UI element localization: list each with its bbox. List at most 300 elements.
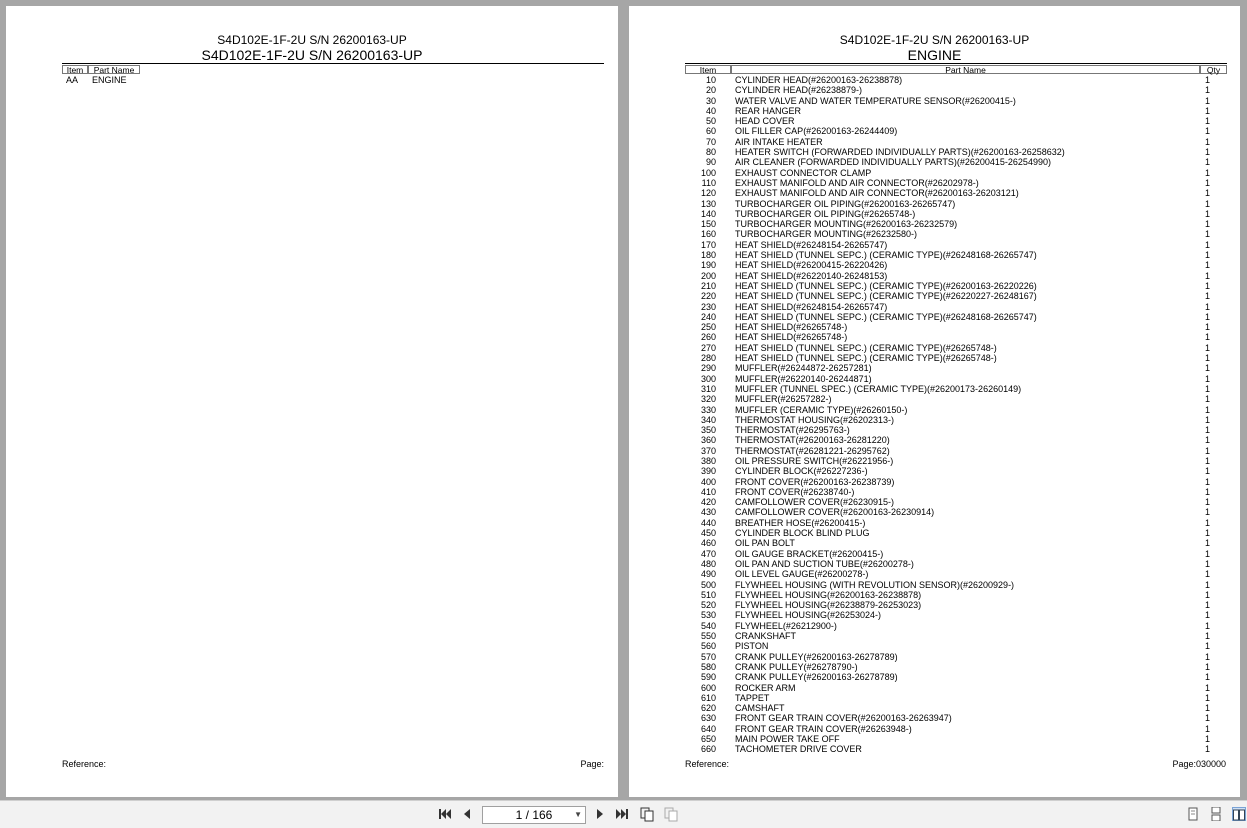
cell-qty: 1 [1205, 188, 1211, 199]
cell-part-name: TACHOMETER DRIVE COVER [735, 744, 862, 755]
cell-qty: 1 [1205, 600, 1211, 611]
cell-qty: 1 [1205, 589, 1211, 600]
table-row [685, 137, 1227, 147]
cell-item-number: 570 [700, 651, 716, 662]
cell-qty: 1 [1205, 270, 1211, 281]
cell-part-name: FRONT GEAR TRAIN COVER(#26263948-) [735, 723, 912, 734]
table-row [685, 312, 1227, 322]
table-row [685, 281, 1227, 291]
cell-part-name: CYLINDER BLOCK(#26227236-) [735, 466, 868, 477]
cell-item-number: 260 [700, 332, 716, 343]
cell-item-number: 40 [705, 105, 716, 116]
table-row [685, 477, 1227, 487]
cell-qty: 1 [1205, 548, 1211, 559]
table-row [685, 549, 1227, 559]
cell-part-name: OIL PRESSURE SWITCH(#26221956-) [735, 455, 894, 466]
cell-qty: 1 [1205, 116, 1211, 127]
cell-qty: 1 [1205, 538, 1211, 549]
document-page-right [629, 6, 1240, 797]
cell-item-number: 550 [700, 631, 716, 642]
cell-qty: 1 [1205, 342, 1211, 353]
column-header-part-name: Part Name [88, 65, 140, 74]
cell-item-number: 20 [705, 85, 716, 96]
cell-part-name: CYLINDER BLOCK BLIND PLUG [735, 528, 870, 539]
cell-part-name: BREATHER HOSE(#26200415-) [735, 517, 866, 528]
cell-item-number: 150 [700, 219, 716, 230]
cell-part-name: AIR INTAKE HEATER [735, 136, 823, 147]
cell-part-name: TAPPET [735, 692, 770, 703]
table-row [685, 621, 1227, 631]
cell-item-number: 240 [700, 311, 716, 322]
cell-qty: 1 [1205, 229, 1211, 240]
cell-item-number: 170 [700, 239, 716, 250]
cell-item-number: 70 [705, 136, 716, 147]
cell-part-name: HEAT SHIELD (TUNNEL SEPC.) (CERAMIC TYPE)(#26220227-26248167) [735, 291, 1037, 302]
table-row [685, 631, 1227, 641]
table-row [685, 466, 1227, 476]
table-row [685, 435, 1227, 445]
table-row [62, 75, 604, 85]
cell-qty: 1 [1205, 332, 1211, 343]
cell-part-name: HEAT SHIELD (TUNNEL SEPC.) (CERAMIC TYPE)(#26265748-) [735, 353, 997, 364]
cell-qty: 1 [1205, 610, 1211, 621]
cell-item-number: 300 [700, 373, 716, 384]
page-header-subtitle: ENGINE [907, 47, 962, 63]
single-page-view-icon[interactable] [1186, 807, 1200, 821]
cell-item-number: 330 [700, 404, 716, 415]
cell-part-name: TURBOCHARGER MOUNTING(#26232580-) [735, 229, 918, 240]
cell-item-number: 500 [700, 579, 716, 590]
table-row [685, 384, 1227, 394]
cell-qty: 1 [1205, 208, 1211, 219]
cell-item-number: 600 [700, 682, 716, 693]
cell-item-number: 100 [700, 167, 716, 178]
cell-item-number: 340 [700, 414, 716, 425]
cell-qty: 1 [1205, 569, 1211, 580]
cell-item-number: 110 [701, 177, 716, 188]
cell-qty: 1 [1205, 394, 1211, 405]
table-row [685, 724, 1227, 734]
cell-qty: 1 [1205, 455, 1211, 466]
cell-part-name: THERMOSTAT(#26281221-26295762) [735, 445, 890, 456]
cell-item-number: 440 [700, 517, 716, 528]
cell-part-name: HEAT SHIELD(#26248154-26265747) [735, 301, 888, 312]
cell-part-name: CRANK PULLEY(#26278790-) [735, 661, 858, 672]
chevron-down-icon[interactable]: ▼ [574, 810, 582, 819]
cell-item-number: 390 [700, 466, 716, 477]
cell-qty: 1 [1205, 363, 1211, 374]
cell-qty: 1 [1205, 136, 1211, 147]
cell-part-name: MUFFLER (CERAMIC TYPE)(#26260150-) [735, 404, 908, 415]
cell-part-name: FRONT GEAR TRAIN COVER(#26200163-26263947) [735, 713, 952, 724]
table-row [685, 75, 1227, 85]
first-page-icon[interactable] [437, 806, 453, 822]
table-row [685, 590, 1227, 600]
cell-item-number: 320 [700, 394, 716, 405]
table-row [685, 518, 1227, 528]
cell-part-name: HEAT SHIELD(#26265748-) [735, 322, 848, 333]
table-row [685, 199, 1227, 209]
page-header-title: S4D102E-1F-2U S/N 26200163-UP [217, 33, 407, 47]
cell-part-name: HEAT SHIELD(#26220140-26248153) [735, 270, 888, 281]
cell-qty: 1 [1205, 445, 1211, 456]
cell-item-number: 540 [700, 620, 716, 631]
cell-part-name: HEAT SHIELD(#26248154-26265747) [735, 239, 888, 250]
cell-item-number: 620 [700, 703, 716, 714]
cell-part-name: HEAD COVER [735, 116, 795, 127]
cell-item-number: 630 [700, 713, 716, 724]
cell-item-number: AA [66, 75, 79, 85]
cell-part-name: CAMFOLLOWER COVER(#26230915-) [735, 497, 895, 508]
cell-qty: 1 [1205, 476, 1211, 487]
table-row [685, 240, 1227, 250]
cell-qty: 1 [1205, 167, 1211, 178]
cell-part-name: CRANKSHAFT [735, 631, 797, 642]
cell-item-number: 80 [705, 147, 716, 158]
cell-item-number: 510 [700, 589, 716, 600]
cell-part-name: MUFFLER (TUNNEL SPEC.) (CERAMIC TYPE)(#26200173-26260149) [735, 383, 1022, 394]
cell-part-name: EXHAUST MANIFOLD AND AIR CONNECTOR(#26202978-) [735, 177, 979, 188]
table-row [685, 374, 1227, 384]
table-row [685, 116, 1227, 126]
table-row [685, 734, 1227, 744]
cell-qty: 1 [1205, 620, 1211, 631]
next-page-icon[interactable] [592, 806, 608, 822]
table-row [685, 332, 1227, 342]
table-row [685, 271, 1227, 281]
cell-part-name: MAIN POWER TAKE OFF [735, 734, 840, 744]
table-header [62, 63, 604, 75]
table-row [685, 693, 1227, 703]
cell-qty: 1 [1205, 219, 1211, 230]
cell-part-name: MUFFLER(#26220140-26244871) [735, 373, 872, 384]
table-row [685, 507, 1227, 517]
table-row [685, 446, 1227, 456]
cell-qty: 1 [1205, 126, 1211, 137]
cell-qty: 1 [1205, 517, 1211, 528]
cell-part-name: THERMOSTAT(#26295763-) [735, 425, 850, 436]
cell-part-name: CAMFOLLOWER COVER(#26200163-26230914) [735, 507, 935, 518]
cell-item-number: 490 [700, 569, 716, 580]
cell-qty: 1 [1205, 497, 1211, 508]
cell-qty: 1 [1205, 661, 1211, 672]
cell-part-name: HEAT SHIELD (TUNNEL SEPC.) (CERAMIC TYPE)(#26248168-26265747) [735, 311, 1037, 322]
cell-part-name: MUFFLER(#26257282-) [735, 394, 832, 405]
page-header-title: S4D102E-1F-2U S/N 26200163-UP [839, 33, 1030, 47]
document-page-left [6, 6, 618, 797]
table-row [685, 168, 1227, 178]
footer-page: Page: [580, 759, 604, 769]
table-row [685, 652, 1227, 662]
column-header-qty: Qty [1200, 65, 1227, 74]
table-header [685, 63, 1227, 75]
table-row [685, 683, 1227, 693]
table-row [685, 106, 1227, 116]
cell-qty: 1 [1205, 147, 1211, 158]
cell-item-number: 610 [700, 692, 716, 703]
cell-part-name: ROCKER ARM [735, 682, 796, 693]
cell-part-name: FLYWHEEL(#26212900-) [735, 620, 837, 631]
cell-item-number: 480 [700, 558, 716, 569]
cell-item-number: 60 [705, 126, 716, 137]
cell-item-number: 280 [700, 353, 716, 364]
viewer-toolbar [0, 800, 1247, 828]
cell-part-name: FLYWHEEL HOUSING (WITH REVOLUTION SENSOR)(#26200929-) [735, 579, 1015, 590]
cell-part-name: EXHAUST CONNECTOR CLAMP [735, 167, 872, 178]
table-row [685, 147, 1227, 157]
cell-part-name: OIL PAN AND SUCTION TUBE(#26200278-) [735, 558, 914, 569]
cell-item-number: 350 [700, 425, 716, 436]
table-row [685, 178, 1227, 188]
cell-qty: 1 [1205, 105, 1211, 116]
table-row [685, 538, 1227, 548]
cell-item-number: 250 [700, 322, 716, 333]
cell-part-name: THERMOSTAT HOUSING(#26202313-) [735, 414, 895, 425]
cell-qty: 1 [1205, 734, 1211, 744]
cell-part-name: OIL GAUGE BRACKET(#26200415-) [735, 548, 884, 559]
cell-qty: 1 [1205, 383, 1211, 394]
column-header-item: Item [62, 65, 88, 74]
table-row [685, 641, 1227, 651]
cell-item-number: 640 [700, 723, 716, 734]
table-row [685, 250, 1227, 260]
table-row [685, 188, 1227, 198]
cell-qty: 1 [1205, 260, 1211, 271]
table-row [685, 713, 1227, 723]
table-row [685, 260, 1227, 270]
cell-qty: 1 [1205, 425, 1211, 436]
last-page-icon[interactable] [614, 806, 630, 822]
cell-qty: 1 [1205, 528, 1211, 539]
cell-part-name: TURBOCHARGER MOUNTING(#26200163-26232579) [735, 219, 958, 230]
cell-part-name: OIL FILLER CAP(#26200163-26244409) [735, 126, 898, 137]
table-row [685, 600, 1227, 610]
table-row [685, 672, 1227, 682]
cell-qty: 1 [1205, 435, 1211, 446]
cell-qty: 1 [1205, 301, 1211, 312]
cell-part-name: FLYWHEEL HOUSING(#26238879-26253023) [735, 600, 922, 611]
cell-qty: 1 [1205, 250, 1211, 261]
footer-page: Page:030000 [1172, 759, 1226, 769]
cell-item-number: 230 [700, 301, 716, 312]
table-row [685, 610, 1227, 620]
cell-part-name: HEAT SHIELD (TUNNEL SEPC.) (CERAMIC TYPE)(#26200163-26220226) [735, 280, 1037, 291]
page-indicator-text: 1 / 166 [515, 808, 553, 822]
column-header-item: Item [685, 65, 731, 74]
cell-item-number: 10 [705, 75, 716, 85]
table-row [685, 580, 1227, 590]
cell-qty: 1 [1205, 486, 1211, 497]
cell-qty: 1 [1205, 713, 1211, 724]
table-row [685, 487, 1227, 497]
table-row [685, 405, 1227, 415]
cell-qty: 1 [1205, 414, 1211, 425]
cell-item-number: 430 [700, 507, 716, 518]
previous-page-icon[interactable] [459, 806, 475, 822]
cell-qty: 1 [1205, 198, 1211, 209]
cell-qty: 1 [1205, 651, 1211, 662]
cell-part-name: WATER VALVE AND WATER TEMPERATURE SENSOR(#26200415-) [735, 95, 1016, 106]
cell-part-name: EXHAUST MANIFOLD AND AIR CONNECTOR(#26200163-26203121) [735, 188, 1019, 199]
cell-qty: 1 [1205, 157, 1211, 168]
cell-qty: 1 [1205, 703, 1211, 714]
cell-item-number: 130 [700, 198, 716, 209]
cell-item-number: 520 [700, 600, 716, 611]
cell-item-number: 30 [705, 95, 716, 106]
cell-qty: 1 [1205, 723, 1211, 734]
cell-item-number: 380 [700, 455, 716, 466]
cell-qty: 1 [1205, 373, 1211, 384]
cell-part-name: HEAT SHIELD(#26200415-26220426) [735, 260, 888, 271]
cell-item-number: 200 [700, 270, 716, 281]
cell-part-name: HEAT SHIELD (TUNNEL SEPC.) (CERAMIC TYPE)(#26248168-26265747) [735, 250, 1037, 261]
cell-item-number: 660 [700, 744, 716, 755]
cell-part-name: MUFFLER(#26244872-26257281) [735, 363, 872, 374]
cell-part-name: CYLINDER HEAD(#26200163-26238878) [735, 75, 903, 85]
page-number-input[interactable] [482, 806, 586, 824]
table-body [62, 75, 604, 85]
cell-item-number: 650 [700, 734, 716, 744]
table-row [685, 157, 1227, 167]
cell-qty: 1 [1205, 177, 1211, 188]
cell-part-name: HEAT SHIELD (TUNNEL SEPC.) (CERAMIC TYPE)(#26265748-) [735, 342, 997, 353]
cell-part-name: CRANK PULLEY(#26200163-26278789) [735, 651, 898, 662]
cell-qty: 1 [1205, 579, 1211, 590]
page-header-subtitle: S4D102E-1F-2U S/N 26200163-UP [201, 47, 423, 63]
cell-part-name: ENGINE [92, 75, 127, 85]
table-row [685, 353, 1227, 363]
cell-item-number: 90 [705, 157, 716, 168]
cell-item-number: 590 [700, 672, 716, 683]
table-row [685, 229, 1227, 239]
cell-item-number: 270 [700, 342, 716, 353]
cell-part-name: HEATER SWITCH (FORWARDED INDIVIDUALLY PARTS)(#26200163-26258632) [735, 147, 1065, 158]
cell-part-name: HEAT SHIELD(#26265748-) [735, 332, 848, 343]
cell-part-name: TURBOCHARGER OIL PIPING(#26265748-) [735, 208, 916, 219]
cell-part-name: FRONT COVER(#26200163-26238739) [735, 476, 895, 487]
cell-item-number: 120 [700, 188, 716, 199]
cell-qty: 1 [1205, 85, 1211, 96]
table-row [685, 343, 1227, 353]
cell-qty: 1 [1205, 641, 1211, 652]
cell-item-number: 220 [700, 291, 716, 302]
table-row [685, 322, 1227, 332]
cell-qty: 1 [1205, 404, 1211, 415]
cell-qty: 1 [1205, 291, 1211, 302]
parts-list-table [685, 63, 1227, 755]
cell-part-name: THERMOSTAT(#26200163-26281220) [735, 435, 890, 446]
cell-item-number: 410 [700, 486, 716, 497]
cell-part-name: TURBOCHARGER OIL PIPING(#26200163-26265747) [735, 198, 956, 209]
column-header-part-name: Part Name [731, 65, 1200, 74]
table-row [685, 703, 1227, 713]
cell-qty: 1 [1205, 507, 1211, 518]
cell-qty: 1 [1205, 239, 1211, 250]
cell-part-name: FRONT COVER(#26238740-) [735, 486, 855, 497]
cell-qty: 1 [1205, 322, 1211, 333]
cell-qty: 1 [1205, 466, 1211, 477]
cell-item-number: 160 [700, 229, 716, 240]
cell-item-number: 470 [700, 548, 716, 559]
table-row [685, 302, 1227, 312]
cell-part-name: CYLINDER HEAD(#26238879-) [735, 85, 863, 96]
table-row [685, 425, 1227, 435]
cell-item-number: 360 [700, 435, 716, 446]
cell-qty: 1 [1205, 692, 1211, 703]
cell-part-name: FLYWHEEL HOUSING(#26253024-) [735, 610, 882, 621]
table-row [685, 569, 1227, 579]
cell-item-number: 560 [700, 641, 716, 652]
cell-part-name: AIR CLEANER (FORWARDED INDIVIDUALLY PARTS)(#26200415-26254990) [735, 157, 1051, 168]
cell-item-number: 450 [700, 528, 716, 539]
cell-item-number: 370 [700, 445, 716, 456]
cell-qty: 1 [1205, 744, 1211, 755]
cell-part-name: REAR HANGER [735, 105, 802, 116]
cell-item-number: 290 [700, 363, 716, 374]
cell-item-number: 180 [700, 250, 716, 261]
cell-item-number: 400 [700, 476, 716, 487]
cell-item-number: 530 [700, 610, 716, 621]
table-row [685, 497, 1227, 507]
table-row [685, 415, 1227, 425]
cell-item-number: 580 [700, 661, 716, 672]
continuous-view-icon[interactable] [1209, 807, 1223, 821]
cell-item-number: 460 [700, 538, 716, 549]
footer-reference: Reference: [685, 759, 730, 769]
table-row [685, 456, 1227, 466]
table-row [685, 662, 1227, 672]
footer-reference: Reference: [62, 759, 107, 769]
cell-part-name: CAMSHAFT [735, 703, 785, 714]
table-row [685, 363, 1227, 373]
hide-thumbnails-icon[interactable] [663, 806, 679, 822]
table-row [685, 219, 1227, 229]
cell-qty: 1 [1205, 672, 1211, 683]
table-body [685, 75, 1227, 755]
table-row [685, 291, 1227, 301]
cell-qty: 1 [1205, 353, 1211, 364]
cell-part-name: PISTON [735, 641, 769, 652]
show-thumbnails-icon[interactable] [639, 806, 655, 822]
cell-part-name: CRANK PULLEY(#26200163-26278789) [735, 672, 898, 683]
table-row [685, 528, 1227, 538]
cell-item-number: 420 [700, 497, 716, 508]
cell-part-name: FLYWHEEL HOUSING(#26200163-26238878) [735, 589, 922, 600]
cell-qty: 1 [1205, 631, 1211, 642]
cell-qty: 1 [1205, 311, 1211, 322]
cell-qty: 1 [1205, 280, 1211, 291]
table-row [685, 744, 1227, 754]
table-row [685, 96, 1227, 106]
table-row [685, 85, 1227, 95]
parts-index-table [62, 63, 604, 85]
table-row [685, 209, 1227, 219]
cell-qty: 1 [1205, 75, 1211, 85]
table-row [685, 394, 1227, 404]
cell-item-number: 50 [705, 116, 716, 127]
cell-part-name: OIL LEVEL GAUGE(#26200278-) [735, 569, 869, 580]
cell-qty: 1 [1205, 95, 1211, 106]
table-row [685, 559, 1227, 569]
cell-item-number: 190 [700, 260, 716, 271]
cell-qty: 1 [1205, 558, 1211, 569]
cell-item-number: 140 [700, 208, 716, 219]
two-page-view-icon[interactable] [1232, 807, 1246, 821]
cell-qty: 1 [1205, 682, 1211, 693]
cell-item-number: 210 [700, 280, 716, 291]
cell-part-name: OIL PAN BOLT [735, 538, 795, 549]
table-row [685, 126, 1227, 136]
